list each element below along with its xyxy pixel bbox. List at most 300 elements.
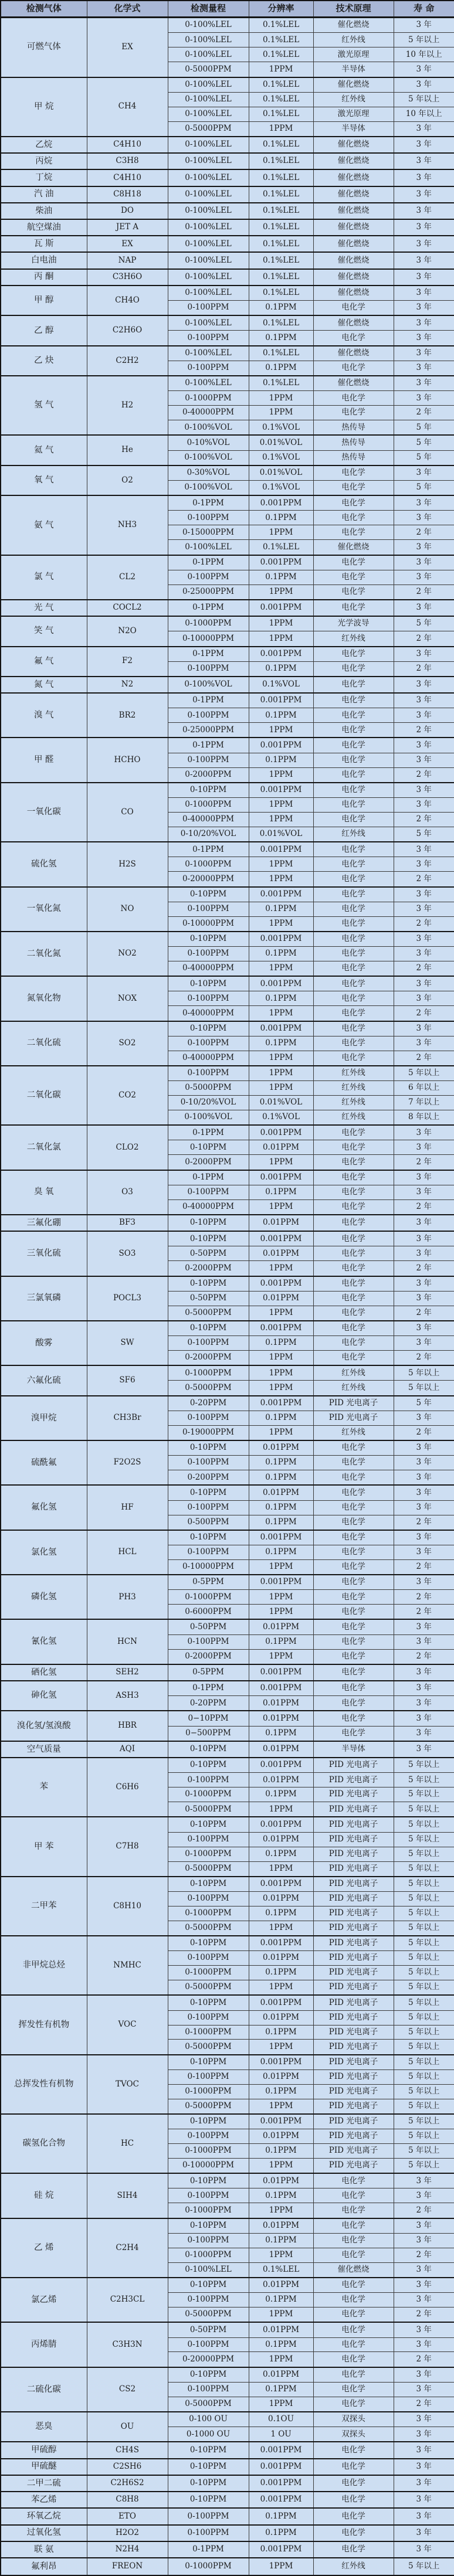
formula-cell: HCN [87, 1619, 168, 1664]
formula-cell: C6H6 [87, 1758, 168, 1817]
lifespan-cell: 3 年 [394, 1185, 454, 1199]
principle-cell: 电化学 [313, 842, 394, 857]
gas-name-cell: 磷化氢 [1, 1575, 87, 1619]
principle-cell: 催化燃烧 [313, 540, 394, 555]
table-row [1, 2558, 454, 2575]
formula-cell: VOC [87, 1995, 168, 2054]
table-row [1, 1758, 454, 1773]
principle-cell: 电化学 [313, 916, 394, 932]
formula-cell: BR2 [87, 693, 168, 738]
lifespan-cell: 2 年 [394, 1649, 454, 1664]
principle-cell: 电化学 [313, 932, 394, 947]
lifespan-cell: 2 年 [394, 1155, 454, 1170]
range-cell: 0-10PPM [168, 887, 249, 902]
range-cell: 0-100PPM [168, 661, 249, 677]
resolution-cell: 0.1PPM [249, 902, 313, 916]
lifespan-cell: 3 年 [394, 286, 454, 301]
lifespan-cell: 10 年以上 [394, 47, 454, 62]
header-principle: 技术原理 [313, 1, 394, 18]
lifespan-cell: 5 年以上 [394, 2055, 454, 2070]
range-cell: 0-10PPM [168, 2278, 249, 2293]
principle-cell: 电化学 [313, 647, 394, 662]
principle-cell: 电化学 [313, 1351, 394, 1366]
gas-name-cell: 光 气 [1, 600, 87, 616]
lifespan-cell: 3 年 [394, 2188, 454, 2203]
principle-cell: 电化学 [313, 2352, 394, 2367]
resolution-cell: 1PPM [249, 2558, 313, 2575]
principle-cell: 激光原理 [313, 47, 394, 62]
table-row [1, 465, 454, 481]
lifespan-cell: 5 年以上 [394, 1995, 454, 2010]
resolution-cell: 0.1PPM [249, 2293, 313, 2307]
principle-cell: 红外线 [313, 1381, 394, 1396]
range-cell: 0-1000PPM [168, 1847, 249, 1861]
gas-name-cell: 氟 气 [1, 647, 87, 677]
lifespan-cell: 2 年 [394, 723, 454, 738]
principle-cell: 电化学 [313, 1575, 394, 1590]
table-row [1, 2525, 454, 2541]
resolution-cell: 0.1PPM [249, 2025, 313, 2040]
principle-cell: 红外线 [313, 1425, 394, 1440]
resolution-cell: 0.001PPM [249, 2114, 313, 2129]
formula-cell: DO [87, 203, 168, 219]
lifespan-cell: 2 年 [394, 1605, 454, 1620]
table-row [1, 2442, 454, 2458]
principle-cell: 电化学 [313, 872, 394, 887]
range-cell: 0-10PPM [168, 2367, 249, 2383]
range-cell: 0-1000PPM [168, 1966, 249, 1980]
range-cell: 0-100PPM [168, 1036, 249, 1051]
lifespan-cell: 3 年 [394, 1530, 454, 1545]
principle-cell: PID 光电离子 [313, 1861, 394, 1877]
lifespan-cell: 2 年 [394, 2352, 454, 2367]
range-cell: 0-10PPM [168, 1877, 249, 1892]
gas-name-cell: 甲 苯 [1, 1817, 87, 1876]
resolution-cell: 1PPM [249, 916, 313, 932]
resolution-cell: 0.01PPM [249, 2367, 313, 2383]
formula-cell: SIH4 [87, 2173, 168, 2218]
range-cell: 0-5PPM [168, 1664, 249, 1681]
principle-cell: 催化燃烧 [313, 169, 394, 186]
resolution-cell: 0.1%LEL [249, 252, 313, 269]
lifespan-cell: 3 年 [394, 18, 454, 33]
principle-cell: 电化学 [313, 677, 394, 693]
lifespan-cell: 5 年以上 [394, 1980, 454, 1996]
range-cell: 0-10PPM [168, 2114, 249, 2129]
resolution-cell: 0.001PPM [249, 1396, 313, 1411]
formula-cell: C2SH6 [87, 2459, 168, 2475]
lifespan-cell: 2 年 [394, 1351, 454, 1366]
gas-name-cell: 砷化氢 [1, 1681, 87, 1711]
principle-cell: 红外线 [313, 1110, 394, 1126]
range-cell: 0-100%LEL [168, 169, 249, 186]
resolution-cell: 0.001PPM [249, 1125, 313, 1140]
principle-cell: 电化学 [313, 1711, 394, 1726]
resolution-cell: 1PPM [249, 723, 313, 738]
range-cell: 0-10PPM [168, 1485, 249, 1500]
resolution-cell: 0.1PPM [249, 1470, 313, 1486]
principle-cell: 催化燃烧 [313, 236, 394, 252]
principle-cell: 电化学 [313, 301, 394, 316]
range-cell: 0-10PPM [168, 1758, 249, 1773]
table-row [1, 252, 454, 269]
resolution-cell: 0.001PPM [249, 1231, 313, 1246]
formula-cell: SO2 [87, 1021, 168, 1066]
principle-cell: 电化学 [313, 391, 394, 406]
range-cell: 0-10PPM [168, 1231, 249, 1246]
range-cell: 0-10PPM [168, 1440, 249, 1456]
resolution-cell: 1PPM [249, 1921, 313, 1936]
formula-cell: HCHO [87, 738, 168, 782]
resolution-cell: 1PPM [249, 631, 313, 647]
resolution-cell: 0.1PPM [249, 708, 313, 723]
range-cell: 0-20PPM [168, 1396, 249, 1411]
principle-cell: 电化学 [313, 2173, 394, 2188]
range-cell: 0-500PPM [168, 1515, 249, 1530]
resolution-cell: 0.1%VOL [249, 481, 313, 496]
resolution-cell: 0.01PPM [249, 2278, 313, 2293]
lifespan-cell: 3 年 [394, 2459, 454, 2475]
table-row [1, 495, 454, 511]
principle-cell: 红外线 [313, 631, 394, 647]
principle-cell: 电化学 [313, 753, 394, 767]
formula-cell: POCL3 [87, 1276, 168, 1321]
range-cell: 0-5000PPM [168, 1861, 249, 1877]
gas-name-cell: 一氧化碳 [1, 783, 87, 842]
range-cell: 0-10PPM [168, 1995, 249, 2010]
lifespan-cell: 3 年 [394, 1696, 454, 1711]
lifespan-cell: 3 年 [394, 1664, 454, 1681]
principle-cell: 电化学 [313, 991, 394, 1006]
formula-cell: SEH2 [87, 1664, 168, 1681]
lifespan-cell: 3 年 [394, 511, 454, 525]
lifespan-cell: 5 年以上 [394, 1802, 454, 1817]
range-cell: 0-40000PPM [168, 1006, 249, 1021]
range-cell: 0-10PPM [168, 2055, 249, 2070]
gas-name-cell: 空气质量 [1, 1741, 87, 1758]
lifespan-cell: 3 年 [394, 902, 454, 916]
table-row [1, 1021, 454, 1036]
table-row [1, 315, 454, 331]
range-cell: 0-5000PPM [168, 1381, 249, 1396]
lifespan-cell: 2 年 [394, 872, 454, 887]
lifespan-cell: 3 年 [394, 77, 454, 93]
principle-cell: 电化学 [313, 2307, 394, 2323]
lifespan-cell: 5 年以上 [394, 1787, 454, 1802]
principle-cell: 电化学 [313, 1530, 394, 1545]
principle-cell: PID 光电离子 [313, 2144, 394, 2159]
principle-cell: 电化学 [313, 1500, 394, 1515]
resolution-cell: 0.1%LEL [249, 376, 313, 391]
header-resolution: 分辨率 [249, 1, 313, 18]
principle-cell: 电化学 [313, 1485, 394, 1500]
resolution-cell: 0.01%VOL [249, 1096, 313, 1110]
resolution-cell: 1PPM [249, 62, 313, 77]
formula-cell: BF3 [87, 1215, 168, 1231]
formula-cell: NAP [87, 252, 168, 269]
range-cell: 0-50PPM [168, 1619, 249, 1634]
resolution-cell: 0.1%LEL [249, 169, 313, 186]
principle-cell: 电化学 [313, 2508, 394, 2524]
principle-cell: 催化燃烧 [313, 269, 394, 286]
table-row [1, 2475, 454, 2492]
gas-name-cell: 甲硫醇 [1, 2442, 87, 2458]
resolution-cell: 0.1%LEL [249, 47, 313, 62]
resolution-cell: 0.001PPM [249, 1936, 313, 1951]
range-cell: 0-10000PPM [168, 916, 249, 932]
resolution-cell: 0.001PPM [249, 1276, 313, 1292]
lifespan-cell: 2 年 [394, 1306, 454, 1321]
formula-cell: NOX [87, 976, 168, 1021]
lifespan-cell: 5 年以上 [394, 1832, 454, 1847]
resolution-cell: 1PPM [249, 525, 313, 540]
range-cell: 0-1000PPM [168, 616, 249, 631]
range-cell: 0-40000PPM [168, 1051, 249, 1066]
table-row [1, 1125, 454, 1140]
gas-name-cell: 柴油 [1, 203, 87, 219]
lifespan-cell: 3 年 [394, 2492, 454, 2508]
resolution-cell: 0.01PPM [249, 2322, 313, 2337]
formula-cell: C2H6O [87, 315, 168, 345]
table-row [1, 1440, 454, 1456]
lifespan-cell: 3 年 [394, 301, 454, 316]
table-row [1, 2412, 454, 2427]
table-row [1, 1664, 454, 1681]
range-cell: 0-100PPM [168, 1456, 249, 1470]
principle-cell: 电化学 [313, 465, 394, 481]
range-cell: 0-10PPM [168, 1321, 249, 1336]
table-row [1, 1396, 454, 1411]
principle-cell: 电化学 [313, 708, 394, 723]
lifespan-cell: 2 年 [394, 1425, 454, 1440]
lifespan-cell: 2 年 [394, 767, 454, 783]
table-row [1, 647, 454, 662]
range-cell: 0-5000PPM [168, 2397, 249, 2412]
gas-name-cell: 酸雾 [1, 1321, 87, 1365]
range-cell: 0-10PPM [168, 932, 249, 947]
formula-cell: EX [87, 236, 168, 252]
resolution-cell: 0.1PPM [249, 1787, 313, 1802]
lifespan-cell: 5 年 [394, 450, 454, 465]
lifespan-cell: 3 年 [394, 1125, 454, 1140]
resolution-cell: 0.1PPM [249, 1336, 313, 1351]
lifespan-cell: 3 年 [394, 647, 454, 662]
gas-name-cell: 丙烯腈 [1, 2322, 87, 2367]
resolution-cell: 0.1PPM [249, 1847, 313, 1861]
lifespan-cell: 3 年 [394, 2293, 454, 2307]
formula-cell: O3 [87, 1170, 168, 1215]
principle-cell: 红外线 [313, 1081, 394, 1096]
formula-cell: CH4S [87, 2442, 168, 2458]
range-cell: 0-100%VOL [168, 1110, 249, 1126]
lifespan-cell: 3 年 [394, 1500, 454, 1515]
gas-name-cell: 甲 醇 [1, 286, 87, 315]
gas-name-cell: 乙 烯 [1, 2218, 87, 2278]
principle-cell: 催化燃烧 [313, 252, 394, 269]
resolution-cell: 0.1%LEL [249, 107, 313, 121]
resolution-cell: 0.1%LEL [249, 2262, 313, 2278]
range-cell: 0-10PPM [168, 783, 249, 798]
range-cell: 0-100PPM [168, 2508, 249, 2524]
range-cell: 0-10000PPM [168, 631, 249, 647]
lifespan-cell: 3 年 [394, 1411, 454, 1425]
formula-cell: N2 [87, 677, 168, 693]
resolution-cell: 0.001PPM [249, 2442, 313, 2458]
principle-cell: 电化学 [313, 902, 394, 916]
range-cell: 0-1000PPM [168, 2203, 249, 2218]
resolution-cell: 1PPM [249, 767, 313, 783]
resolution-cell: 0.01PPM [249, 2010, 313, 2025]
lifespan-cell: 5 年以上 [394, 2099, 454, 2114]
gas-name-cell: 联 氨 [1, 2541, 87, 2558]
resolution-cell: 0.1PPM [249, 570, 313, 584]
gas-name-cell: 甲硫醚 [1, 2459, 87, 2475]
lifespan-cell: 3 年 [394, 693, 454, 708]
lifespan-cell: 5 年以上 [394, 1951, 454, 1966]
principle-cell: 电化学 [313, 1291, 394, 1306]
resolution-cell: 0.001PPM [249, 1877, 313, 1892]
lifespan-cell: 3 年 [394, 1545, 454, 1559]
lifespan-cell: 5 年以上 [394, 1921, 454, 1936]
lifespan-cell: 5 年 [394, 1396, 454, 1411]
principle-cell: 电化学 [313, 2492, 394, 2508]
table-row [1, 269, 454, 286]
principle-cell: 电化学 [313, 976, 394, 991]
range-cell: 0-50PPM [168, 1291, 249, 1306]
resolution-cell: 0.01%VOL [249, 465, 313, 481]
resolution-cell: 0.1%LEL [249, 92, 313, 107]
resolution-cell: 0.1%VOL [249, 677, 313, 693]
resolution-cell: 0.01PPM [249, 1440, 313, 1456]
formula-cell: C8H8 [87, 2492, 168, 2508]
range-cell: 0-1PPM [168, 842, 249, 857]
resolution-cell: 1PPM [249, 2397, 313, 2412]
table-row [1, 600, 454, 616]
table-row [1, 616, 454, 631]
lifespan-cell: 3 年 [394, 1215, 454, 1231]
resolution-cell: 0.1PPM [249, 361, 313, 376]
principle-cell: 电化学 [313, 2525, 394, 2541]
principle-cell: 热传导 [313, 435, 394, 450]
lifespan-cell: 5 年 [394, 435, 454, 450]
resolution-cell: 1PPM [249, 1980, 313, 1996]
principle-cell: 电化学 [313, 495, 394, 511]
lifespan-cell: 2 年 [394, 2307, 454, 2323]
formula-cell: CO2 [87, 1066, 168, 1125]
resolution-cell: 0.1%LEL [249, 269, 313, 286]
header-row [1, 1, 454, 18]
gas-name-cell: 乙 炔 [1, 346, 87, 376]
lifespan-cell: 5 年以上 [394, 1381, 454, 1396]
principle-cell: 电化学 [313, 2278, 394, 2293]
principle-cell: 光学波导 [313, 616, 394, 631]
resolution-cell: 0.01PPM [249, 1485, 313, 1500]
table-row [1, 1711, 454, 1726]
resolution-cell: 0.001PPM [249, 887, 313, 902]
lifespan-cell: 5 年以上 [394, 2558, 454, 2575]
principle-cell: 电化学 [313, 1306, 394, 1321]
range-cell: 0-100%LEL [168, 107, 249, 121]
gas-name-cell: 硫化氢 [1, 842, 87, 886]
resolution-cell: 0.001PPM [249, 1170, 313, 1185]
lifespan-cell: 3 年 [394, 1276, 454, 1292]
gas-name-cell: 瓦 斯 [1, 236, 87, 252]
resolution-cell: 0.1PPM [249, 2525, 313, 2541]
lifespan-cell: 3 年 [394, 376, 454, 391]
formula-cell: C8H18 [87, 186, 168, 203]
range-cell: 0-1PPM [168, 693, 249, 708]
table-row [1, 1995, 454, 2010]
lifespan-cell: 3 年 [394, 465, 454, 481]
formula-cell: F2 [87, 647, 168, 677]
principle-cell: 电化学 [313, 2459, 394, 2475]
principle-cell: 电化学 [313, 481, 394, 496]
range-cell: 0-100PPM [168, 708, 249, 723]
formula-cell: FREON [87, 2558, 168, 2575]
lifespan-cell: 3 年 [394, 2218, 454, 2234]
principle-cell: 电化学 [313, 661, 394, 677]
principle-cell: 电化学 [313, 1231, 394, 1246]
principle-cell: 电化学 [313, 1649, 394, 1664]
formula-cell: HF [87, 1485, 168, 1530]
resolution-cell: 1PPM [249, 2159, 313, 2174]
lifespan-cell: 2 年 [394, 1199, 454, 1215]
lifespan-cell: 3 年 [394, 2278, 454, 2293]
range-cell: 0-1000PPM [168, 798, 249, 813]
principle-cell: PID 光电离子 [313, 1891, 394, 1906]
lifespan-cell: 2 年 [394, 1515, 454, 1530]
gas-name-cell: 一氧化氮 [1, 887, 87, 932]
principle-cell: 电化学 [313, 2203, 394, 2218]
resolution-cell: 0.1PPM [249, 1411, 313, 1425]
resolution-cell: 0.1%LEL [249, 33, 313, 47]
lifespan-cell: 3 年 [394, 121, 454, 137]
resolution-cell: 0.01PPM [249, 2218, 313, 2234]
gas-name-cell: 白电油 [1, 252, 87, 269]
principle-cell: PID 光电离子 [313, 1966, 394, 1980]
lifespan-cell: 2 年 [394, 2397, 454, 2412]
range-cell: 0-25000PPM [168, 723, 249, 738]
gas-name-cell: 笑 气 [1, 616, 87, 646]
gas-name-cell: 氟利昂 [1, 2558, 87, 2575]
principle-cell: 半导体 [313, 1741, 394, 1758]
gas-name-cell: 恶臭 [1, 2412, 87, 2442]
gas-name-cell: 过氧化氢 [1, 2525, 87, 2541]
principle-cell: 电化学 [313, 813, 394, 827]
range-cell: 0-1000PPM [168, 391, 249, 406]
table-row [1, 1231, 454, 1246]
range-cell: 0-1PPM [168, 495, 249, 511]
table-row [1, 1276, 454, 1292]
table-row [1, 2492, 454, 2508]
lifespan-cell: 5 年以上 [394, 1773, 454, 1787]
principle-cell: PID 光电离子 [313, 1817, 394, 1832]
header-formula: 化学式 [87, 1, 168, 18]
lifespan-cell: 2 年 [394, 525, 454, 540]
lifespan-cell: 5 年以上 [394, 1877, 454, 1892]
lifespan-cell: 3 年 [394, 203, 454, 219]
range-cell: 0-100%LEL [168, 346, 249, 361]
lifespan-cell: 2 年 [394, 2248, 454, 2262]
range-cell: 0-10000PPM [168, 1559, 249, 1575]
lifespan-cell: 3 年 [394, 2382, 454, 2397]
principle-cell: 电化学 [313, 1456, 394, 1470]
principle-cell: PID 光电离子 [313, 1802, 394, 1817]
lifespan-cell: 5 年以上 [394, 2069, 454, 2084]
range-cell: 0-1000PPM [168, 2084, 249, 2099]
resolution-cell: 0.01PPM [249, 1140, 313, 1155]
principle-cell: 催化燃烧 [313, 18, 394, 33]
